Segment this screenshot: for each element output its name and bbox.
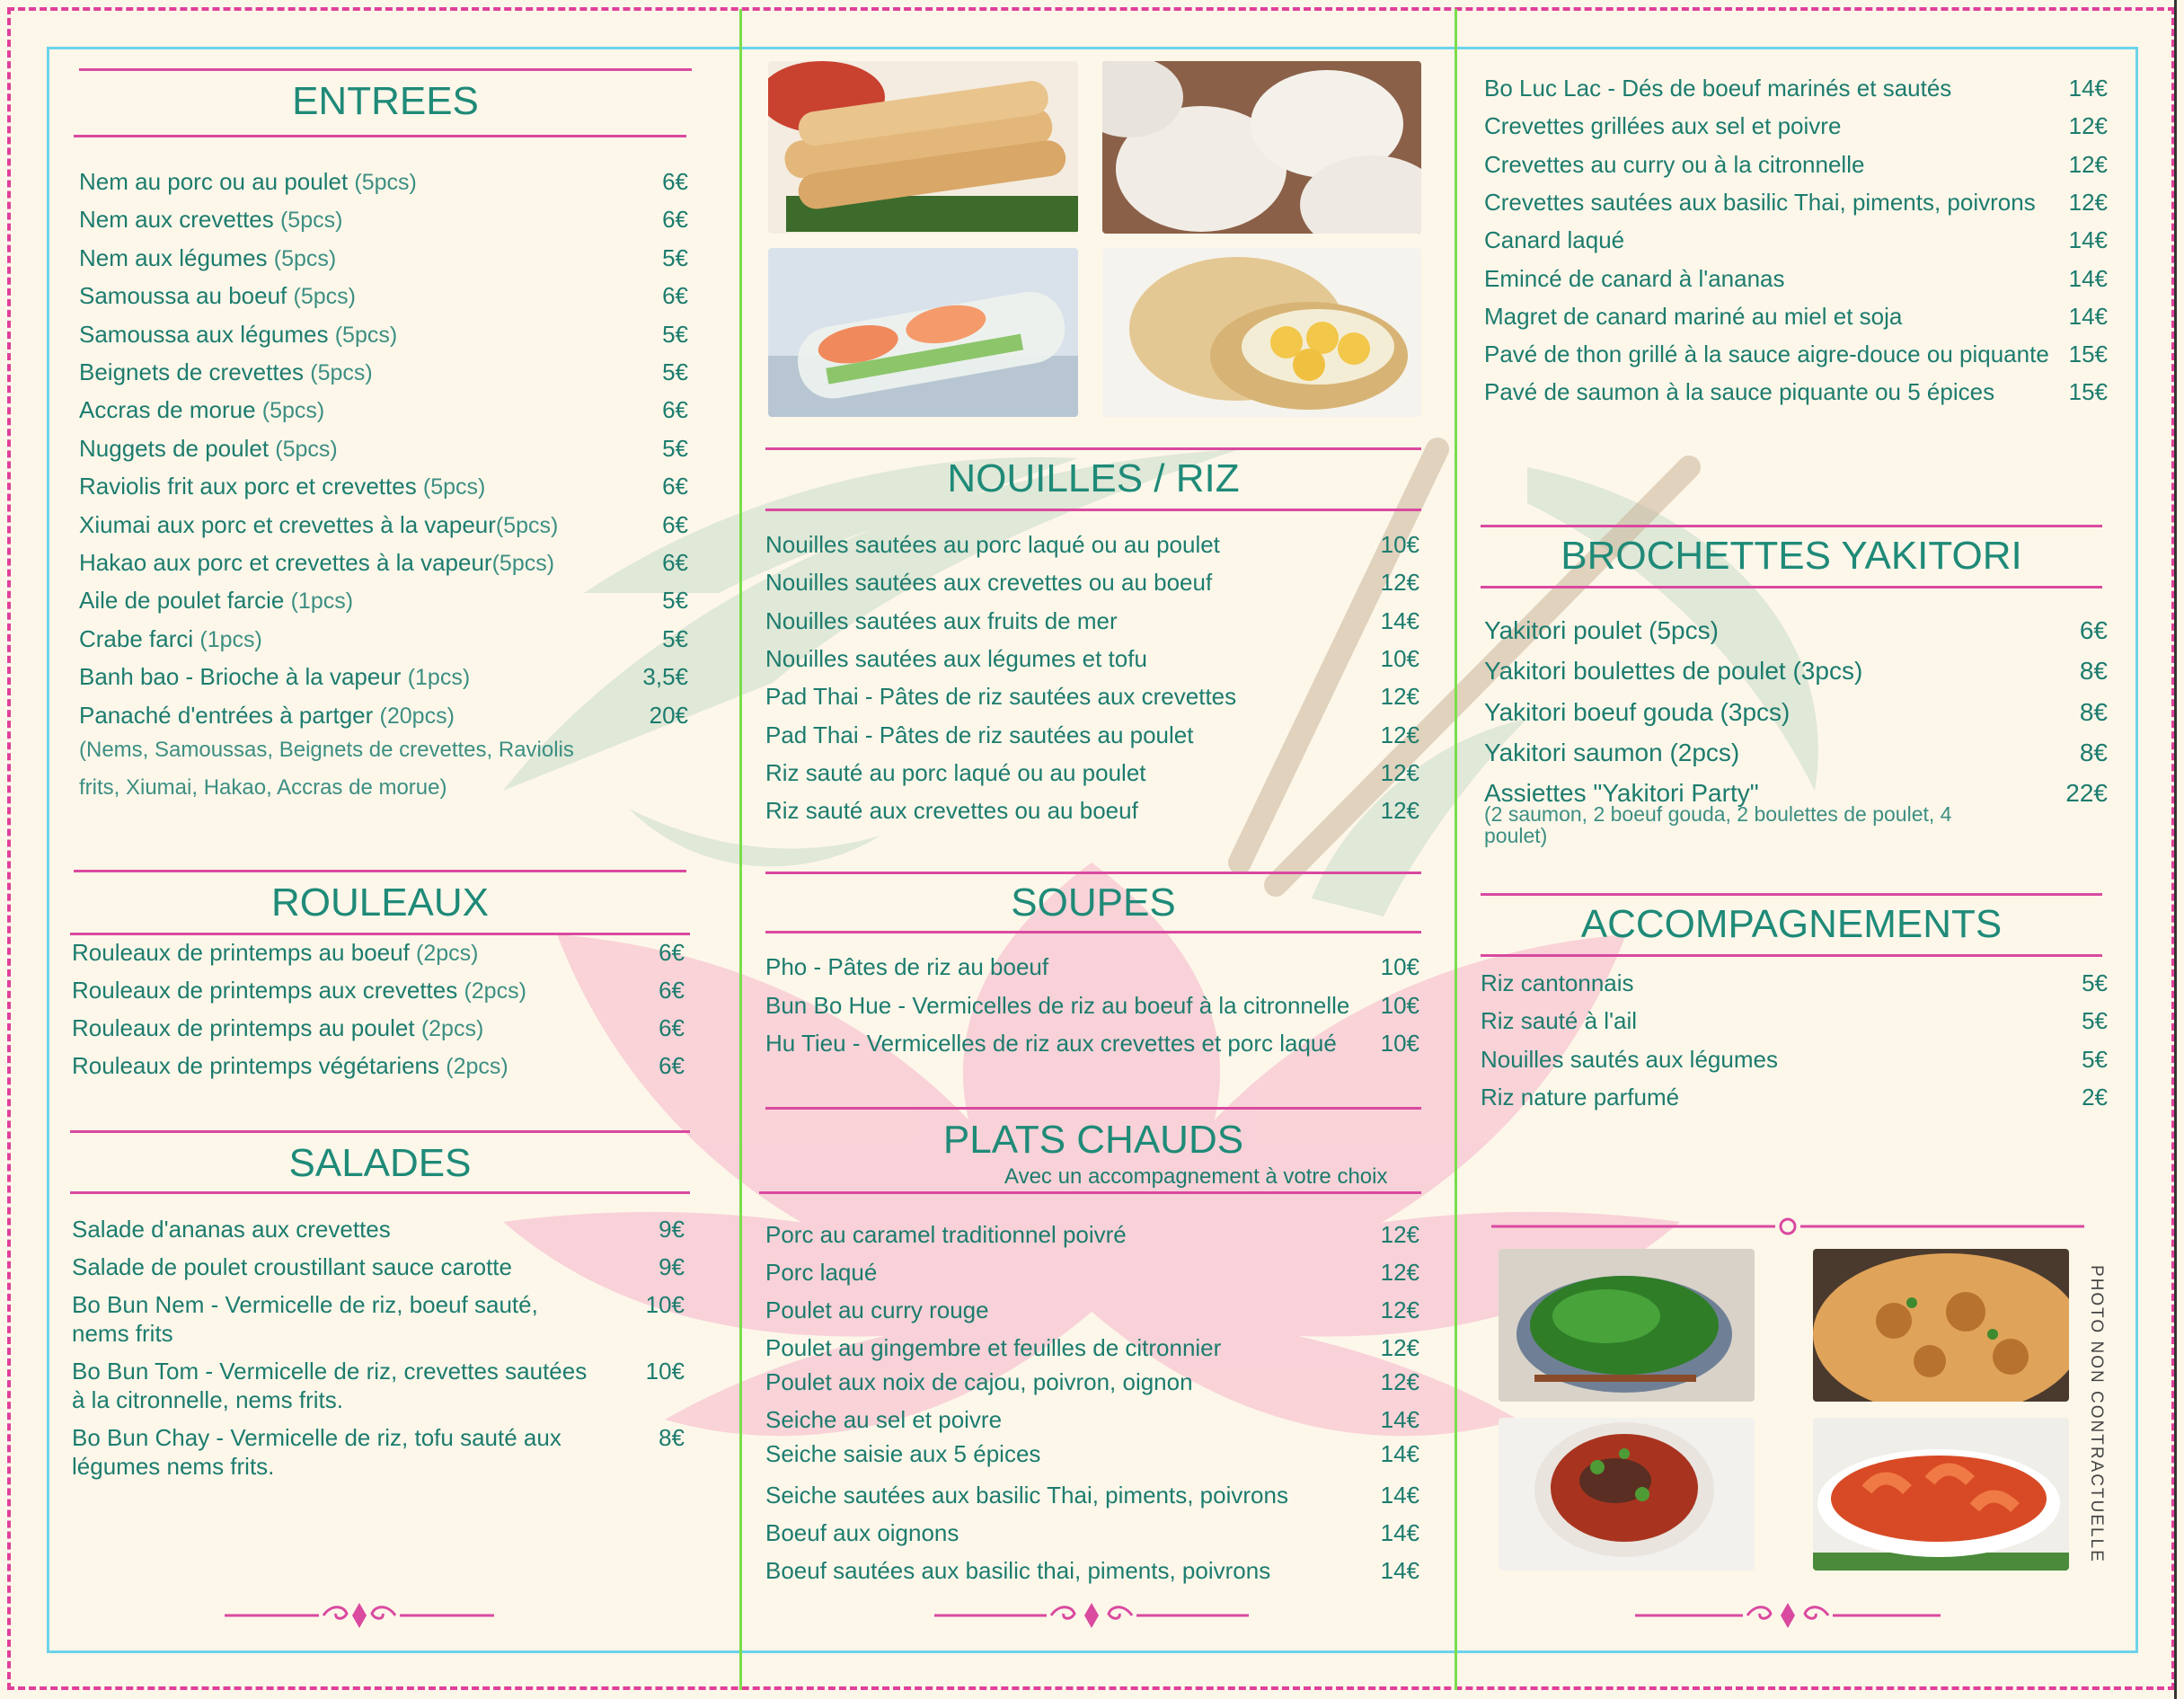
- plats-dish-name: Poulet aux noix de cajou, poivron, oignon: [765, 1368, 1193, 1395]
- disclaimer-text: PHOTO NON CONTRACTUELLE: [2087, 1265, 2106, 1563]
- accompagnements-dish-price: 2€: [2082, 1083, 2108, 1111]
- rouleaux-item-name: [72, 1051, 508, 1081]
- entrees-dish-quantity: (5pcs): [293, 284, 356, 310]
- entrees-dish-price: 6€: [662, 206, 688, 234]
- plats_suite-dish-name: Pavé de thon grillé à la sauce aigre-douce ou piquante: [1484, 341, 2049, 368]
- rouleaux-rule-top: [74, 870, 686, 872]
- salades-dish-name: Bo Bun Tom - Vermicelle de riz, crevettes sautées à la citronnelle, nems frits.: [72, 1358, 588, 1413]
- plats-rule-bottom: [759, 1191, 1421, 1194]
- entrees-dish-quantity: (1pcs): [290, 588, 354, 615]
- plats_suite-dish-name: Crevettes au curry ou à la citronnelle: [1484, 150, 1865, 178]
- plats_suite-dish-name: Crevettes sautées aux basilic Thai, piments, poivrons: [1484, 188, 2036, 216]
- photo-bao: [1102, 61, 1421, 234]
- entrees-dish-price: 3,5€: [642, 663, 688, 691]
- accompagnements-dish-name: Riz cantonnais: [1481, 969, 1634, 996]
- entrees-dish-price: 5€: [662, 243, 688, 271]
- soupes-dish-name: Pho - Pâtes de riz au boeuf: [765, 953, 1049, 980]
- entrees-dish-price: 5€: [662, 434, 688, 462]
- salades-dish-name: Salade de poulet croustillant sauce carotte: [72, 1253, 512, 1280]
- yakitori-title: BROCHETTES YAKITORI: [1561, 534, 2022, 578]
- salades-dish-name: Bo Bun Nem - Vermicelle de riz, boeuf sauté, nems frits: [72, 1291, 538, 1347]
- plats_suite-item-name: [1484, 302, 1902, 331]
- photo-vegetables: [1499, 1249, 1755, 1402]
- entrees-item-name: [79, 281, 356, 311]
- plats-item-name: [765, 1439, 1040, 1468]
- fold-line-right: [1455, 9, 1457, 1690]
- photo-curry: [1813, 1249, 2069, 1402]
- plats-dish-price: 12€: [1380, 1368, 1419, 1395]
- plats-item-name: [765, 1556, 1270, 1585]
- rouleaux-dish-name: Rouleaux de printemps au boeuf: [72, 939, 417, 966]
- yakitori-dish-name: Assiettes "Yakitori Party": [1484, 779, 1759, 808]
- plats-item-name: [765, 1405, 1002, 1434]
- plats-dish-name: Porc laqué: [765, 1259, 878, 1286]
- entrees-dish-name: Beignets de crevettes: [79, 358, 311, 385]
- plats-dish-name: Seiche saisie aux 5 épices: [765, 1440, 1041, 1467]
- nouilles-item-name: [765, 606, 1118, 635]
- plats_suite-item-name: [1484, 377, 1994, 406]
- yakitori-note-2: poulet): [1484, 824, 1548, 847]
- plats_suite-item-name: [1484, 188, 2036, 217]
- entrees-item-name: [79, 586, 353, 615]
- entrees-item-name: [79, 434, 338, 464]
- fold-line-left: [739, 9, 742, 1690]
- nouilles-dish-name: Pad Thai - Pâtes de riz sautées aux crevettes: [765, 683, 1237, 711]
- entrees-item-name: [79, 472, 485, 501]
- entrees-dish-quantity: (5pcs): [495, 512, 559, 538]
- entrees-item-name: [79, 395, 324, 425]
- soupes-item-name: [765, 991, 1349, 1020]
- nouilles-dish-price: 10€: [1380, 644, 1419, 672]
- entrees-dish-price: 5€: [662, 358, 688, 385]
- plats-dish-name: Seiche sautées aux basilic Thai, piments, poivrons: [765, 1482, 1288, 1509]
- nouilles-dish-name: Nouilles sautées aux légumes et tofu: [765, 644, 1147, 672]
- entrees-dish-name: Samoussa aux légumes: [79, 320, 335, 348]
- yakitori-dish-price: 8€: [2079, 697, 2108, 726]
- nouilles-item-name: [765, 530, 1220, 559]
- plats_suite-dish-name: Crevettes grillées aux sel et poivre: [1484, 112, 1842, 140]
- yakitori-dish-price: 8€: [2079, 738, 2108, 766]
- entrees-dish-quantity: (5pcs): [261, 398, 325, 424]
- salades-rule-bottom: [70, 1191, 690, 1194]
- entrees-dish-name: Xiumai aux porc et crevettes à la vapeur: [79, 510, 496, 538]
- plats-dish-name: Poulet au curry rouge: [765, 1296, 989, 1323]
- entrees-note-1: (Nems, Samoussas, Beignets de crevettes, Raviolis: [79, 738, 574, 762]
- salades-item-name: [72, 1290, 593, 1348]
- yakitori-rule-top: [1481, 525, 2102, 527]
- entrees-dish-price: 5€: [662, 320, 688, 348]
- salades-dish-price: 10€: [645, 1291, 685, 1318]
- entrees-dish-quantity: (5pcs): [279, 208, 343, 234]
- nouilles-dish-price: 12€: [1380, 797, 1419, 825]
- entrees-dish-quantity: (1pcs): [199, 626, 262, 652]
- entrees-dish-name: Accras de morue: [79, 396, 262, 424]
- rouleaux-item-name: [72, 1013, 483, 1043]
- plats_suite-dish-price: 12€: [2068, 150, 2108, 178]
- plats-dish-price: 14€: [1380, 1406, 1419, 1433]
- plats-dish-price: 12€: [1380, 1296, 1419, 1323]
- entrees-dish-name: Panaché d'entrées à partger: [79, 701, 380, 729]
- accompagnements-title: ACCOMPAGNEMENTS: [1580, 902, 2003, 946]
- entrees-title: ENTREES: [292, 79, 479, 123]
- accompagnements-dish-price: 5€: [2082, 1007, 2108, 1035]
- entrees-dish-quantity: (5pcs): [310, 360, 373, 385]
- salades-dish-price: 9€: [659, 1216, 685, 1243]
- ornament-divider-1: [225, 1597, 494, 1633]
- entrees-dish-name: Samoussa au boeuf: [79, 282, 294, 310]
- plats-dish-name: Boeuf aux oignons: [765, 1519, 959, 1546]
- entrees-item-name: [79, 701, 455, 730]
- plats-dish-name: Poulet au gingembre et feuilles de citronnier: [765, 1334, 1222, 1361]
- plats-title: PLATS CHAUDS: [942, 1118, 1244, 1162]
- nouilles-dish-price: 14€: [1380, 606, 1419, 634]
- entrees-dish-quantity: (5pcs): [354, 170, 417, 195]
- crop-edge: [2174, 0, 2177, 1699]
- plats_suite-dish-name: Emincé de canard à l'ananas: [1484, 264, 1785, 292]
- plats_suite-item-name: [1484, 226, 1624, 254]
- accompagnements-dish-name: Riz sauté à l'ail: [1481, 1007, 1638, 1035]
- entrees-dish-quantity: (5pcs): [275, 436, 338, 462]
- entrees-item-name: [79, 320, 397, 350]
- salades-item-name: [72, 1423, 593, 1481]
- nouilles-dish-price: 12€: [1380, 683, 1419, 711]
- soupes-dish-name: Bun Bo Hue - Vermicelles de riz au boeuf à la citronnelle: [765, 991, 1350, 1019]
- plats-item-name: [765, 1333, 1221, 1362]
- nouilles-rule-top: [765, 447, 1421, 450]
- plats-dish-price: 12€: [1380, 1334, 1419, 1361]
- nouilles-item-name: [765, 568, 1212, 597]
- entrees-dish-price: 6€: [662, 168, 688, 195]
- entrees-dish-name: Banh bao - Brioche à la vapeur: [79, 663, 408, 691]
- plats_suite-item-name: [1484, 150, 1864, 179]
- plats_suite-dish-price: 14€: [2068, 226, 2108, 254]
- plats-dish-price: 14€: [1380, 1482, 1419, 1509]
- soupes-dish-price: 10€: [1380, 991, 1419, 1019]
- nouilles-title: NOUILLES / RIZ: [947, 456, 1240, 500]
- yakitori-item-name: [1484, 616, 1719, 645]
- plats-item-name: [765, 1367, 1193, 1396]
- plats_suite-dish-price: 15€: [2068, 341, 2108, 368]
- soupes-title: SOUPES: [1011, 880, 1176, 925]
- salades-rule-top: [70, 1130, 690, 1133]
- entrees-rule-bottom: [74, 135, 686, 137]
- nouilles-item-name: [765, 682, 1236, 711]
- plats-item-name: [765, 1518, 959, 1547]
- plats_suite-dish-price: 14€: [2068, 302, 2108, 330]
- nouilles-dish-price: 10€: [1380, 531, 1419, 558]
- entrees-item-name: [79, 205, 342, 234]
- photo-pho: [1499, 1418, 1755, 1571]
- plats_suite-dish-name: Bo Luc Lac - Dés de boeuf marinés et sautés: [1484, 75, 1952, 102]
- plats-dish-name: Porc au caramel traditionnel poivré: [765, 1221, 1127, 1248]
- accompagnements-item-name: [1481, 969, 1634, 997]
- entrees-dish-name: Aile de poulet farcie: [79, 587, 291, 615]
- salades-dish-name: Salade d'ananas aux crevettes: [72, 1216, 391, 1243]
- soupes-dish-name: Hu Tieu - Vermicelles de riz aux crevettes et porc laqué: [765, 1030, 1337, 1057]
- entrees-dish-price: 5€: [662, 587, 688, 615]
- yakitori-dish-name: Yakitori boeuf gouda (3pcs): [1484, 697, 1791, 726]
- accompagnements-dish-name: Nouilles sautés aux légumes: [1481, 1045, 1778, 1073]
- nouilles-dish-name: Riz sauté aux crevettes ou au boeuf: [765, 797, 1138, 825]
- entrees-dish-price: 6€: [662, 396, 688, 424]
- ornament-photo-divider: [1491, 1215, 2084, 1238]
- plats-dish-price: 14€: [1380, 1519, 1419, 1546]
- plats-dish-price: 12€: [1380, 1259, 1419, 1286]
- entrees-item-name: [79, 243, 336, 273]
- plats-dish-name: Boeuf sautées aux basilic thai, piments, poivrons: [765, 1557, 1271, 1584]
- nouilles-dish-name: Riz sauté au porc laqué ou au poulet: [765, 758, 1146, 786]
- salades-dish-price: 9€: [659, 1253, 685, 1280]
- rouleaux-item-name: [72, 938, 479, 968]
- yakitori-dish-name: Yakitori poulet (5pcs): [1484, 616, 1719, 644]
- soupes-rule-top: [765, 872, 1421, 874]
- ornament-divider-2: [934, 1597, 1249, 1633]
- rouleaux-title: ROULEAUX: [270, 880, 490, 925]
- entrees-dish-name: Nem aux légumes: [79, 243, 274, 271]
- entrees-item-name: [79, 358, 373, 387]
- accompagnements-item-name: [1481, 1006, 1637, 1035]
- entrees-dish-quantity: (5pcs): [334, 322, 398, 348]
- plats_suite-dish-price: 12€: [2068, 112, 2108, 140]
- photo-nems: [768, 61, 1078, 234]
- entrees-dish-quantity: (20pcs): [379, 703, 455, 729]
- accompagnements-rule-bottom: [1481, 954, 2102, 957]
- yakitori-dish-name: Yakitori saumon (2pcs): [1484, 738, 1740, 766]
- plats_suite-dish-name: Magret de canard mariné au miel et soja: [1484, 302, 1903, 330]
- ornament-divider-3: [1635, 1597, 1941, 1633]
- yakitori-dish-name: Yakitori boulettes de poulet (3pcs): [1484, 657, 1863, 686]
- accompagnements-item-name: [1481, 1083, 1679, 1111]
- plats-subtitle: Avec un accompagnement à votre choix: [1004, 1164, 1388, 1189]
- entrees-dish-price: 6€: [662, 282, 688, 310]
- entrees-dish-name: Nem au porc ou au poulet: [79, 168, 355, 195]
- nouilles-dish-name: Nouilles sautées aux fruits de mer: [765, 606, 1118, 634]
- entrees-dish-price: 6€: [662, 473, 688, 500]
- plats_suite-dish-price: 14€: [2068, 264, 2108, 292]
- entrees-dish-name: Nuggets de poulet: [79, 434, 276, 462]
- rouleaux-dish-name: Rouleaux de printemps au poulet: [72, 1014, 421, 1041]
- photo-spring-rolls: [768, 248, 1078, 417]
- entrees-dish-name: Raviolis frit aux porc et crevettes: [79, 473, 423, 500]
- entrees-dish-quantity: (5pcs): [422, 474, 486, 500]
- nouilles-item-name: [765, 796, 1138, 825]
- rouleaux-dish-quantity: (2pcs): [420, 1016, 484, 1041]
- nouilles-dish-name: Nouilles sautées aux crevettes ou au boeuf: [765, 569, 1213, 597]
- entrees-item-name: [79, 167, 417, 197]
- plats_suite-dish-name: Pavé de saumon à la sauce piquante ou 5 épices: [1484, 378, 1995, 406]
- plats_suite-item-name: [1484, 340, 2049, 368]
- nouilles-dish-name: Pad Thai - Pâtes de riz sautées au poulet: [765, 721, 1194, 748]
- yakitori-item-name: [1484, 739, 1739, 767]
- nouilles-item-name: [765, 721, 1193, 749]
- entrees-item-name: [79, 510, 558, 540]
- photo-siumai-basket: [1102, 248, 1421, 417]
- accompagnements-item-name: [1481, 1045, 1778, 1074]
- plats_suite-dish-price: 15€: [2068, 378, 2108, 406]
- plats-rule-top: [765, 1107, 1421, 1110]
- entrees-rule-top: [79, 68, 692, 71]
- entrees-note-2: frits, Xiumai, Hakao, Accras de morue): [79, 775, 447, 800]
- rouleaux-dish-quantity: (2pcs): [464, 978, 526, 1004]
- nouilles-dish-price: 12€: [1380, 758, 1419, 786]
- entrees-item-name: [79, 624, 262, 654]
- plats-item-name: [765, 1258, 877, 1287]
- yakitori-dish-price: 6€: [2079, 616, 2108, 644]
- yakitori-rule-bottom: [1481, 586, 2102, 588]
- accompagnements-rule-top: [1481, 893, 2102, 896]
- yakitori-dish-price: 22€: [2065, 779, 2108, 808]
- yakitori-item-name: [1484, 698, 1790, 727]
- entrees-dish-name: Nem aux crevettes: [79, 206, 280, 234]
- salades-dish-price: 10€: [645, 1358, 685, 1385]
- entrees-item-name: [79, 548, 554, 578]
- entrees-dish-quantity: (1pcs): [407, 665, 471, 691]
- entrees-dish-price: 6€: [662, 549, 688, 576]
- soupes-rule-bottom: [765, 931, 1421, 934]
- plats-dish-price: 14€: [1380, 1557, 1419, 1584]
- entrees-dish-quantity: (5pcs): [273, 245, 337, 271]
- salades-item-name: [72, 1215, 391, 1243]
- rouleaux-dish-name: Rouleaux de printemps végétariens: [72, 1052, 447, 1079]
- entrees-item-name: [79, 662, 470, 692]
- nouilles-item-name: [765, 644, 1147, 673]
- nouilles-dish-price: 12€: [1380, 569, 1419, 597]
- plats_suite-item-name: [1484, 111, 1841, 140]
- accompagnements-dish-price: 5€: [2082, 1045, 2108, 1073]
- yakitori-dish-price: 8€: [2079, 657, 2108, 686]
- accompagnements-dish-price: 5€: [2082, 969, 2108, 996]
- rouleaux-dish-quantity: (2pcs): [416, 941, 479, 966]
- rouleaux-dish-quantity: (2pcs): [446, 1054, 508, 1079]
- salades-title: SALADES: [288, 1141, 472, 1185]
- entrees-dish-price: 5€: [662, 624, 688, 652]
- rouleaux-item-name: [72, 976, 526, 1005]
- plats-item-name: [765, 1296, 989, 1324]
- plats_suite-item-name: [1484, 74, 1951, 102]
- entrees-dish-name: Crabe farci: [79, 624, 200, 652]
- rouleaux-dish-price: 6€: [659, 977, 685, 1004]
- salades-dish-name: Bo Bun Chay - Vermicelle de riz, tofu sauté aux légumes nems frits.: [72, 1424, 561, 1480]
- rouleaux-dish-name: Rouleaux de printemps aux crevettes: [72, 977, 464, 1004]
- photo-shrimp: [1813, 1418, 2069, 1571]
- plats_suite-dish-price: 14€: [2068, 75, 2108, 102]
- nouilles-dish-price: 12€: [1380, 721, 1419, 748]
- yakitori-item-name: [1484, 657, 1862, 686]
- soupes-item-name: [765, 1029, 1337, 1057]
- plats-dish-name: Seiche au sel et poivre: [765, 1406, 1003, 1433]
- nouilles-rule-bottom: [765, 509, 1421, 511]
- entrees-dish-price: 6€: [662, 510, 688, 538]
- plats-item-name: [765, 1220, 1127, 1249]
- rouleaux-dish-price: 6€: [659, 1052, 685, 1079]
- plats_suite-dish-price: 12€: [2068, 188, 2108, 216]
- soupes-dish-price: 10€: [1380, 953, 1419, 980]
- salades-item-name: [72, 1252, 512, 1281]
- salades-item-name: [72, 1357, 593, 1414]
- rouleaux-dish-price: 6€: [659, 939, 685, 966]
- plats-dish-price: 12€: [1380, 1221, 1419, 1248]
- accompagnements-dish-name: Riz nature parfumé: [1481, 1083, 1680, 1111]
- nouilles-item-name: [765, 758, 1146, 787]
- nouilles-dish-name: Nouilles sautées au porc laqué ou au poulet: [765, 531, 1220, 558]
- plats_suite-item-name: [1484, 264, 1785, 293]
- yakitori-note-1: (2 saumon, 2 boeuf gouda, 2 boulettes de poulet, 4: [1484, 802, 1952, 826]
- soupes-item-name: [765, 952, 1048, 981]
- rouleaux-rule-bottom: [70, 933, 690, 935]
- plats-dish-price: 14€: [1380, 1440, 1419, 1467]
- rouleaux-dish-price: 6€: [659, 1014, 685, 1041]
- entrees-dish-price: 20€: [649, 701, 688, 729]
- soupes-dish-price: 10€: [1380, 1030, 1419, 1057]
- salades-dish-price: 8€: [659, 1424, 685, 1451]
- plats-item-name: [765, 1481, 1288, 1509]
- entrees-dish-quantity: (5pcs): [491, 551, 555, 576]
- plats_suite-dish-name: Canard laqué: [1484, 226, 1625, 254]
- entrees-dish-name: Hakao aux porc et crevettes à la vapeur: [79, 549, 492, 576]
